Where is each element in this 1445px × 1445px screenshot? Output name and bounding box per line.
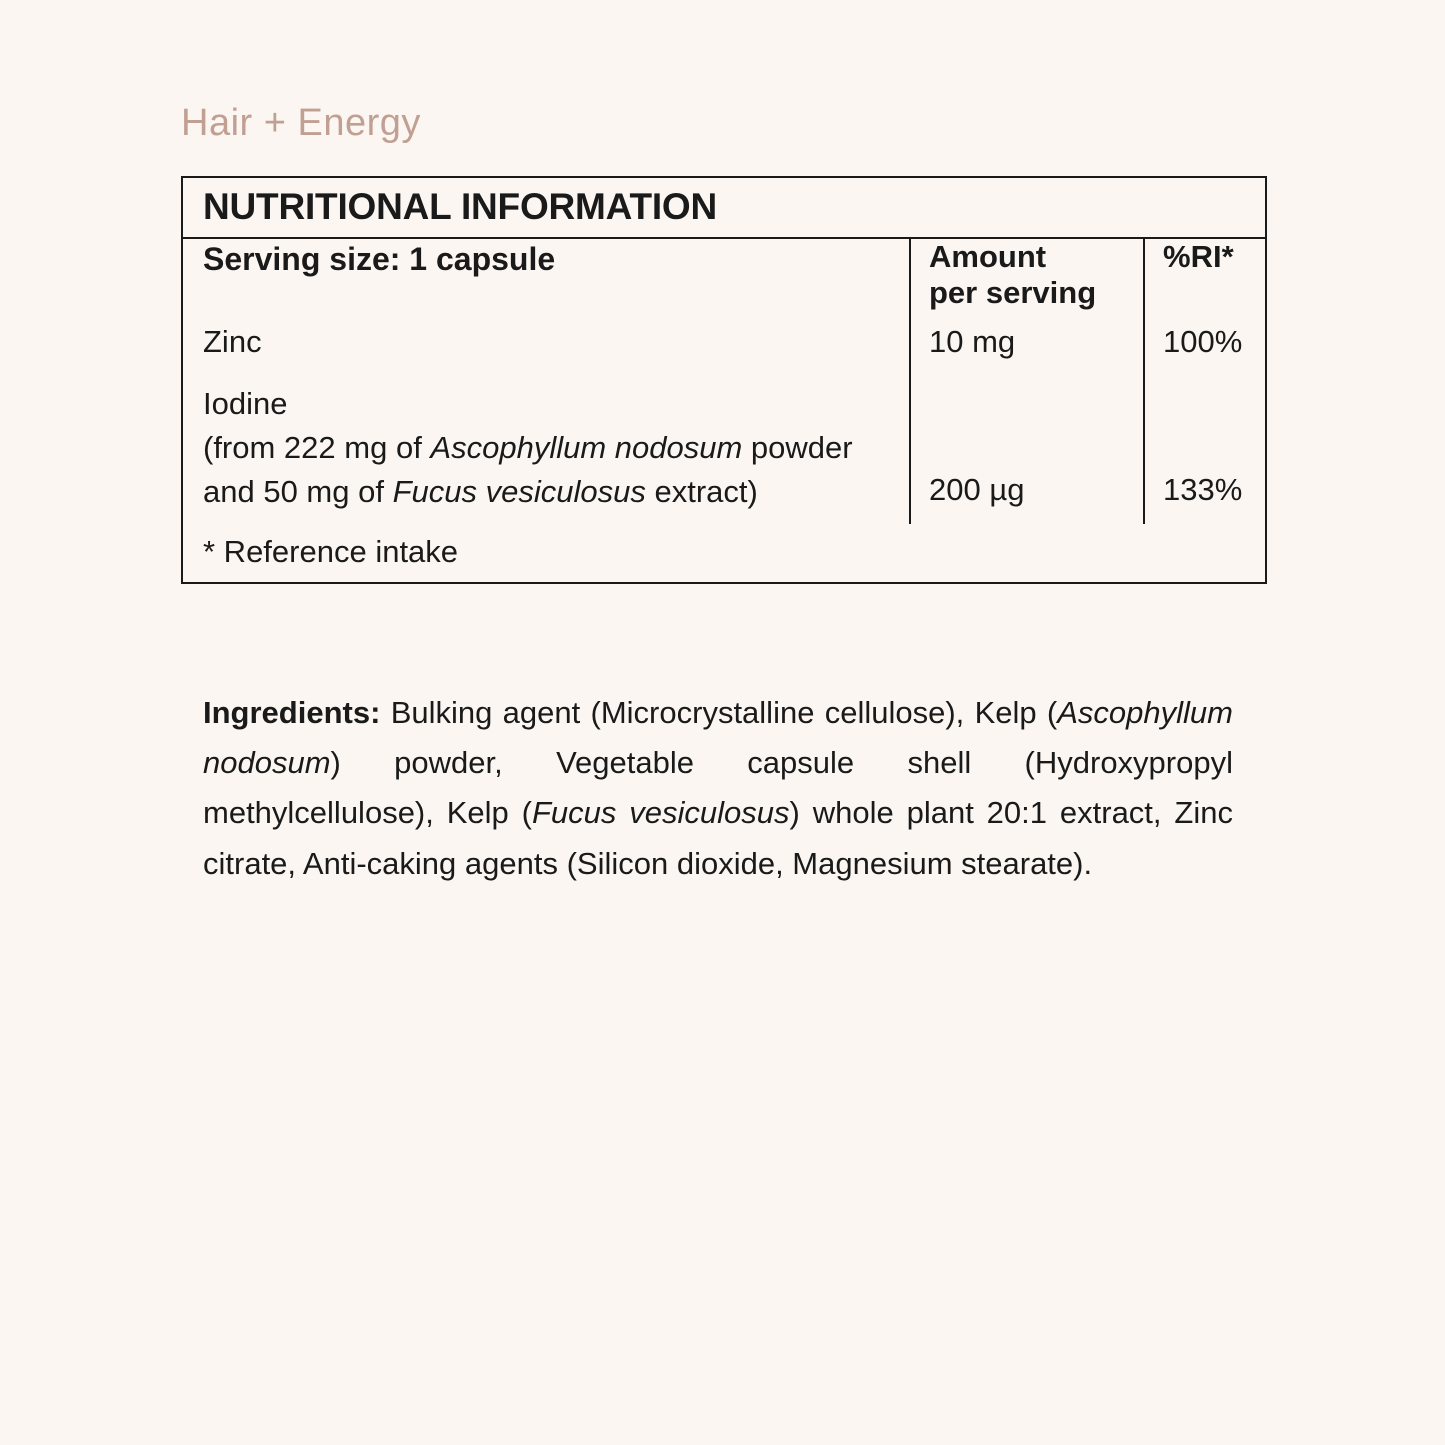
source-text-pre-1: (from 222 mg of bbox=[203, 429, 431, 465]
source-italic-1: Ascophyllum nodosum bbox=[430, 429, 743, 465]
table-header-row bbox=[183, 239, 1325, 312]
source-italic-2: Fucus vesiculosus bbox=[392, 473, 646, 509]
amount-header-line2: per serving bbox=[929, 275, 1097, 311]
source-text-post-2: extract) bbox=[645, 473, 758, 509]
ingredients-paragraph bbox=[203, 688, 1233, 889]
ingredients-part-3: ) whole plant 20:1 extract, Zinc citrate, Anti-caking agents (Silicon dioxide, Magnesium stearate). bbox=[203, 795, 1233, 881]
serving-size-header: Serving size: 1 capsule bbox=[203, 240, 556, 277]
nutrient-amount-iodine: 200 µg bbox=[910, 374, 1144, 524]
amount-header-line1: Amount bbox=[929, 238, 1047, 274]
nutrient-ri-zinc: 100% bbox=[1144, 312, 1325, 374]
product-title: Hair + Energy bbox=[181, 102, 421, 144]
ingredients-italic-2: Fucus vesiculosus bbox=[531, 795, 790, 831]
amount-per-serving-header bbox=[910, 239, 1144, 312]
nutrient-amount-zinc: 10 mg bbox=[910, 312, 1144, 374]
nutritional-information-panel bbox=[181, 176, 1267, 584]
nutrient-source-line-1 bbox=[203, 426, 895, 470]
nutrient-name-iodine: Iodine bbox=[203, 385, 288, 421]
ingredients-italic-1: Ascophyllum nodosum bbox=[203, 695, 1233, 781]
ingredients-part-2: ) powder, Vegetable capsule shell (Hydroxypropyl methylcellulose), Kelp ( bbox=[203, 745, 1233, 831]
ingredients-label: Ingredients: bbox=[203, 695, 381, 730]
source-text-pre-2: and 50 mg of bbox=[203, 473, 393, 509]
ri-header: %RI* bbox=[1144, 239, 1325, 312]
table-row bbox=[183, 374, 1325, 524]
nutrient-name-iodine-cell bbox=[183, 374, 910, 524]
nutrient-ri-iodine: 133% bbox=[1144, 374, 1325, 524]
nutrition-table bbox=[183, 239, 1325, 524]
nutrient-source-line-2 bbox=[203, 470, 895, 514]
ingredients-part-1: Bulking agent (Microcrystalline cellulose), Kelp ( bbox=[380, 695, 1058, 730]
nutrient-name-zinc: Zinc bbox=[203, 323, 262, 359]
panel-heading: NUTRITIONAL INFORMATION bbox=[183, 178, 1265, 239]
table-row bbox=[183, 312, 1325, 374]
source-text-post-1: powder bbox=[742, 429, 853, 465]
reference-intake-footnote: * Reference intake bbox=[203, 533, 459, 569]
